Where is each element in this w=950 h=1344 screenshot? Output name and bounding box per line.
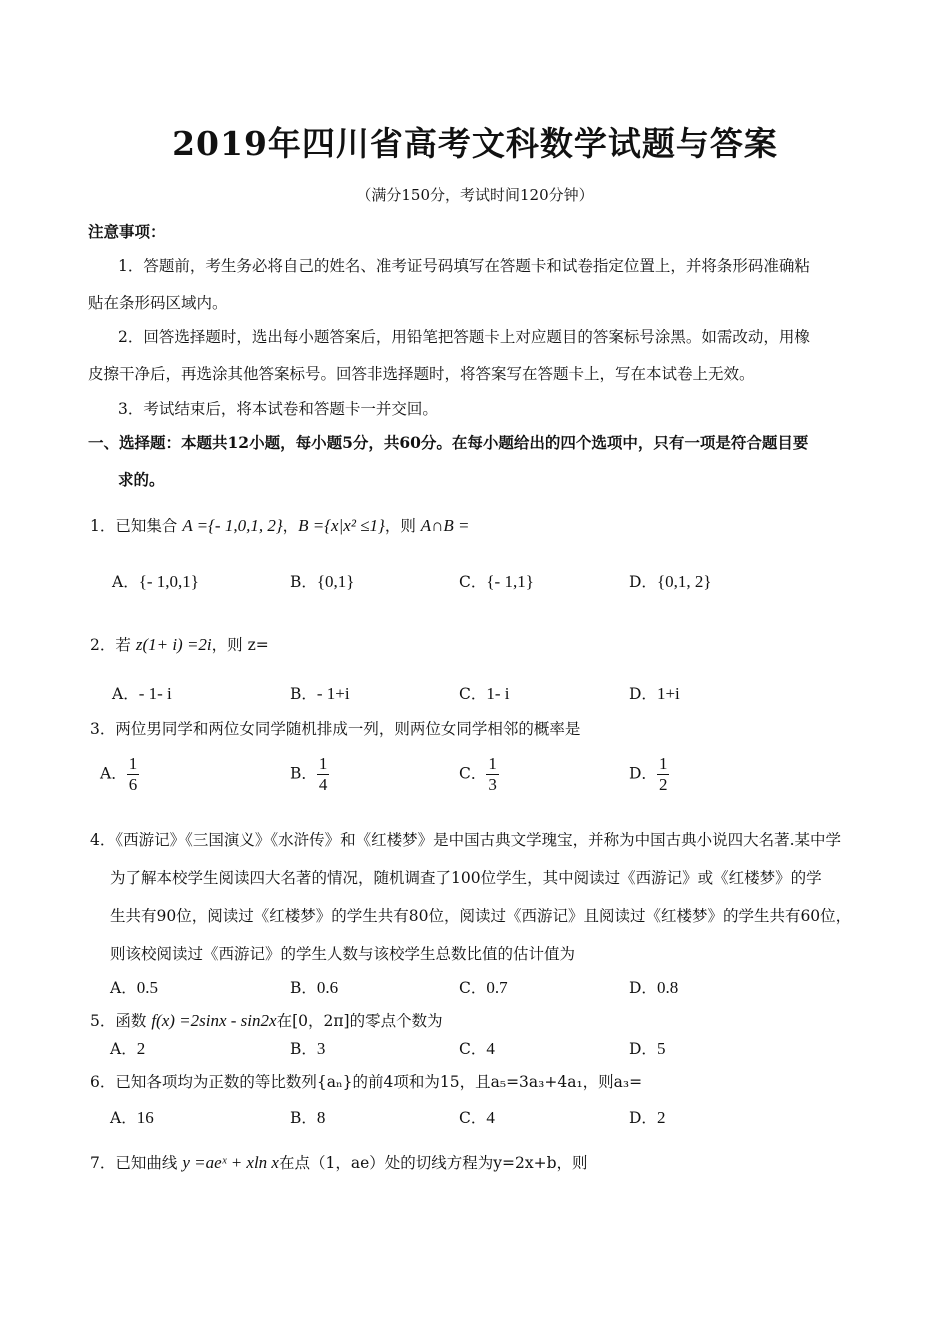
option: C．0.7 (459, 978, 508, 997)
question-4-line1: 4．《西游记》《三国演义》《水浒传》和《红楼梦》是中国古典文学瑰宝，并称为中国古典小说四大名著.某中学 (90, 831, 842, 849)
page-subtitle: （满分150分，考试时间120分钟） (356, 186, 594, 204)
function-expression: f(x) =2sinx - sin2x (151, 1011, 277, 1030)
question-6-stem: 6．已知各项均为正数的等比数列{aₙ}的前4项和为15，且a₅=3a₃+4a₁，则a₃= (90, 1073, 643, 1091)
question-1-stem (90, 514, 470, 536)
notice-item-3: 3．考试结束后，将本试卷和答题卡一并交回。 (118, 400, 438, 418)
option: B．3 (290, 1039, 326, 1058)
question-4-line4: 则该校阅读过《西游记》的学生人数与该校学生总数比值的估计值为 (110, 945, 576, 963)
option: D．5 (629, 1039, 666, 1058)
option: C．{- 1,1} (459, 572, 534, 591)
question-4-line3: 生共有90位，阅读过《红楼梦》的学生共有80位，阅读过《西游记》且阅读过《红楼梦》的学生共有60位， (110, 907, 852, 925)
option: C．4 (459, 1108, 495, 1127)
option: A．2 (110, 1039, 146, 1058)
option: D．{0,1, 2} (629, 572, 712, 591)
intersection-expression: A∩B = (420, 516, 470, 535)
option: D． $\frac{1}{2}$ (629, 754, 668, 794)
fraction: $\frac{1}{6}$ (128, 754, 138, 794)
question-text: 已知集合 (115, 517, 178, 535)
notice-item-1-line2: 贴在条形码区域内。 (88, 294, 228, 312)
separator: ， (282, 517, 299, 535)
set-b-expression: B ={x|x² ≤1} (298, 516, 385, 535)
notice-heading: 注意事项： (88, 222, 166, 241)
option: B．0.6 (290, 978, 339, 997)
question-text: 已知曲线 (115, 1154, 178, 1172)
section-heading-line2: 求的。 (118, 470, 165, 489)
question-5-stem (90, 1009, 443, 1031)
fraction: $\frac{1}{4}$ (318, 754, 328, 794)
curve-expression: y =aeˣ + xln x (182, 1153, 279, 1172)
question-number: 7． (90, 1154, 116, 1172)
option: B． $\frac{1}{4}$ (290, 754, 328, 794)
option: B．{0,1} (290, 572, 355, 591)
question-number: 1． (90, 517, 116, 535)
question-2-stem (90, 633, 269, 655)
option: D．0.8 (629, 978, 679, 997)
equation: z(1+ i) =2i (135, 635, 212, 654)
option: D．2 (629, 1108, 666, 1127)
question-text: 在[0，2π]的零点个数为 (276, 1012, 443, 1030)
question-text: ，则 (384, 517, 416, 535)
question-text: 若 (115, 636, 131, 654)
fraction: $\frac{1}{2}$ (658, 754, 668, 794)
question-number: 5． (90, 1012, 116, 1030)
question-number: 2． (90, 636, 116, 654)
question-text: 在点（1，ae）处的切线方程为y=2x+b，则 (278, 1154, 588, 1172)
option: A．- 1- i (112, 684, 172, 703)
notice-item-2-line2: 皮擦干净后，再选涂其他答案标号。回答非选择题时，将答案写在答题卡上，写在本试卷上无效。 (88, 365, 755, 383)
section-heading-line1: 一、选择题：本题共12小题，每小题5分，共60分。在每小题给出的四个选项中，只有一项是符合题目要 (88, 433, 809, 452)
question-text: 函数 (115, 1012, 147, 1030)
notice-item-1-line1: 1．答题前，考生务必将自己的姓名、准考证号码填写在答题卡和试卷指定位置上，并将条形码准确粘 (118, 257, 810, 275)
option: B．8 (290, 1108, 326, 1127)
option: A．{- 1,0,1} (112, 572, 199, 591)
option: D．1+i (629, 684, 680, 703)
option: A． $\frac{1}{6}$ (100, 754, 138, 794)
page-title: 2019年四川省高考文科数学试题与答案 (172, 124, 778, 163)
question-7-stem (90, 1151, 588, 1173)
set-a-expression: A ={- 1,0,1, 2} (182, 516, 283, 535)
notice-item-2-line1: 2．回答选择题时，选出每小题答案后，用铅笔把答题卡上对应题目的答案标号涂黑。如需改动，用橡 (118, 328, 810, 346)
option: A．0.5 (110, 978, 158, 997)
fraction: $\frac{1}{3}$ (488, 754, 497, 794)
option: C． $\frac{1}{3}$ (459, 754, 497, 794)
question-3-stem: 3．两位男同学和两位女同学随机排成一列，则两位女同学相邻的概率是 (90, 720, 581, 738)
question-text: ，则 z= (211, 636, 269, 654)
question-4-line2: 为了解本校学生阅读四大名著的情况，随机调查了100位学生，其中阅读过《西游记》或《红楼梦》的学 (110, 869, 822, 887)
option: B．- 1+i (290, 684, 350, 703)
option: C．4 (459, 1039, 495, 1058)
option: A．16 (110, 1108, 154, 1127)
option: C．1- i (459, 684, 510, 703)
